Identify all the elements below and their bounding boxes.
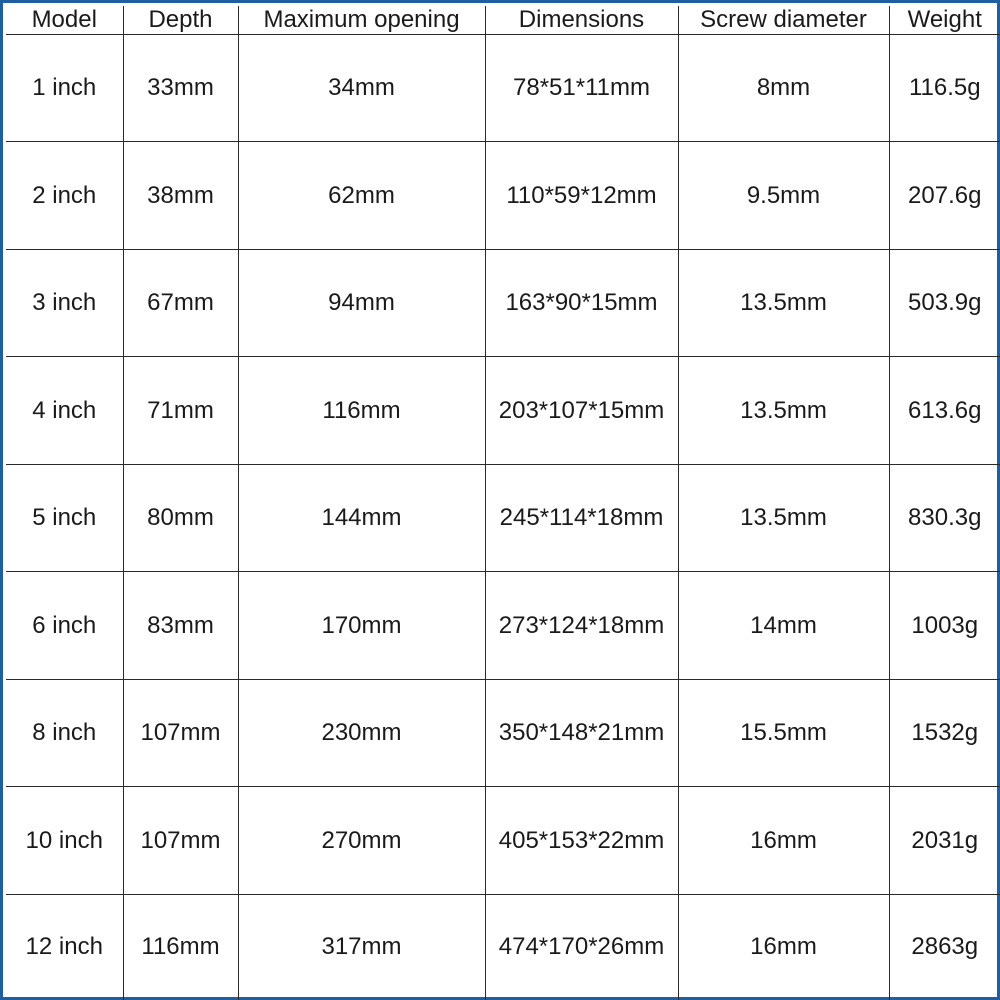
cell-weight: 116.5g bbox=[889, 35, 1000, 142]
cell-model: 8 inch bbox=[6, 679, 123, 786]
cell-screw-diameter: 13.5mm bbox=[678, 464, 889, 571]
table-header-row bbox=[6, 6, 1000, 35]
cell-depth: 107mm bbox=[123, 787, 238, 894]
table-row bbox=[6, 35, 1000, 142]
table-row bbox=[6, 787, 1000, 894]
cell-model: 3 inch bbox=[6, 249, 123, 356]
cell-screw-diameter: 16mm bbox=[678, 894, 889, 1000]
cell-maximum-opening: 34mm bbox=[238, 35, 485, 142]
cell-dimensions: 405*153*22mm bbox=[485, 787, 678, 894]
cell-dimensions: 78*51*11mm bbox=[485, 35, 678, 142]
cell-maximum-opening: 94mm bbox=[238, 249, 485, 356]
cell-model: 5 inch bbox=[6, 464, 123, 571]
cell-weight: 503.9g bbox=[889, 249, 1000, 356]
cell-maximum-opening: 170mm bbox=[238, 572, 485, 679]
cell-screw-diameter: 9.5mm bbox=[678, 142, 889, 249]
cell-dimensions: 350*148*21mm bbox=[485, 679, 678, 786]
cell-model: 2 inch bbox=[6, 142, 123, 249]
cell-screw-diameter: 13.5mm bbox=[678, 249, 889, 356]
cell-model: 12 inch bbox=[6, 894, 123, 1000]
cell-dimensions: 203*107*15mm bbox=[485, 357, 678, 464]
cell-dimensions: 163*90*15mm bbox=[485, 249, 678, 356]
table-row bbox=[6, 357, 1000, 464]
cell-maximum-opening: 270mm bbox=[238, 787, 485, 894]
cell-depth: 71mm bbox=[123, 357, 238, 464]
table-row bbox=[6, 679, 1000, 786]
table-row bbox=[6, 572, 1000, 679]
header-model: Model bbox=[6, 6, 123, 35]
cell-screw-diameter: 13.5mm bbox=[678, 357, 889, 464]
header-depth: Depth bbox=[123, 6, 238, 35]
cell-dimensions: 474*170*26mm bbox=[485, 894, 678, 1000]
cell-dimensions: 245*114*18mm bbox=[485, 464, 678, 571]
cell-depth: 33mm bbox=[123, 35, 238, 142]
cell-maximum-opening: 144mm bbox=[238, 464, 485, 571]
cell-weight: 613.6g bbox=[889, 357, 1000, 464]
header-dimensions: Dimensions bbox=[485, 6, 678, 35]
cell-dimensions: 110*59*12mm bbox=[485, 142, 678, 249]
header-maximum-opening: Maximum opening bbox=[238, 6, 485, 35]
cell-weight: 1532g bbox=[889, 679, 1000, 786]
cell-depth: 83mm bbox=[123, 572, 238, 679]
header-screw-diameter: Screw diameter bbox=[678, 6, 889, 35]
cell-model: 1 inch bbox=[6, 35, 123, 142]
cell-screw-diameter: 15.5mm bbox=[678, 679, 889, 786]
cell-depth: 116mm bbox=[123, 894, 238, 1000]
cell-weight: 830.3g bbox=[889, 464, 1000, 571]
cell-maximum-opening: 230mm bbox=[238, 679, 485, 786]
cell-screw-diameter: 14mm bbox=[678, 572, 889, 679]
cell-depth: 107mm bbox=[123, 679, 238, 786]
cell-weight: 2031g bbox=[889, 787, 1000, 894]
spec-table bbox=[6, 6, 1000, 1000]
cell-depth: 38mm bbox=[123, 142, 238, 249]
table-row bbox=[6, 142, 1000, 249]
cell-weight: 2863g bbox=[889, 894, 1000, 1000]
cell-dimensions: 273*124*18mm bbox=[485, 572, 678, 679]
table-row bbox=[6, 464, 1000, 571]
cell-screw-diameter: 16mm bbox=[678, 787, 889, 894]
cell-maximum-opening: 62mm bbox=[238, 142, 485, 249]
cell-weight: 207.6g bbox=[889, 142, 1000, 249]
cell-model: 10 inch bbox=[6, 787, 123, 894]
table-row bbox=[6, 249, 1000, 356]
cell-model: 4 inch bbox=[6, 357, 123, 464]
table-row bbox=[6, 894, 1000, 1000]
cell-maximum-opening: 317mm bbox=[238, 894, 485, 1000]
cell-maximum-opening: 116mm bbox=[238, 357, 485, 464]
header-weight: Weight bbox=[889, 6, 1000, 35]
cell-depth: 80mm bbox=[123, 464, 238, 571]
cell-weight: 1003g bbox=[889, 572, 1000, 679]
cell-model: 6 inch bbox=[6, 572, 123, 679]
cell-screw-diameter: 8mm bbox=[678, 35, 889, 142]
cell-depth: 67mm bbox=[123, 249, 238, 356]
